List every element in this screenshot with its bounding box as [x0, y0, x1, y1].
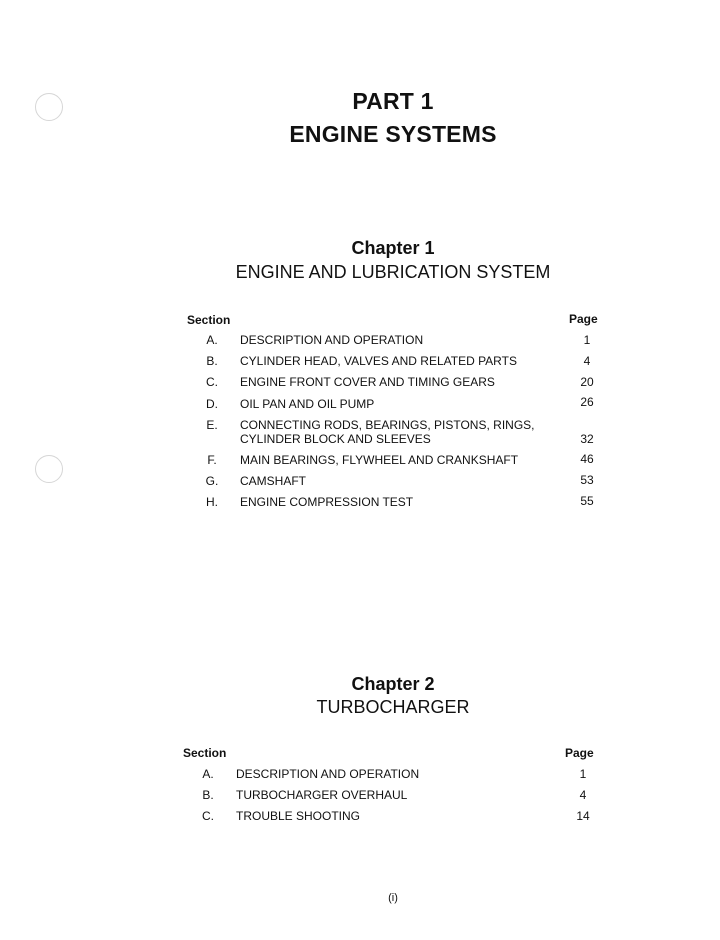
toc-letter: C.: [202, 809, 214, 823]
toc-letter: F.: [207, 453, 217, 467]
toc-description: ENGINE FRONT COVER AND TIMING GEARS: [240, 375, 495, 389]
toc-page: 46: [580, 452, 594, 466]
punch-hole-middle: [35, 455, 63, 483]
toc-description: CYLINDER HEAD, VALVES AND RELATED PARTS: [240, 354, 517, 368]
toc-description: CONNECTING RODS, BEARINGS, PISTONS, RINGS,: [240, 418, 535, 432]
toc-page: 1: [583, 333, 591, 347]
chapter1-page-header: Page: [569, 312, 598, 326]
toc-page: 4: [579, 788, 587, 802]
part-title: ENGINE SYSTEMS: [289, 121, 497, 147]
toc-letter: G.: [205, 474, 219, 488]
toc-page: 20: [580, 375, 594, 389]
toc-description-continued: CYLINDER BLOCK AND SLEEVES: [240, 432, 431, 446]
toc-description: DESCRIPTION AND OPERATION: [240, 333, 424, 347]
chapter2-page-header: Page: [565, 746, 594, 760]
chapter1-section-header: Section: [187, 313, 231, 327]
toc-page: 26: [580, 395, 594, 409]
toc-description: DESCRIPTION AND OPERATION: [236, 767, 420, 781]
toc-letter: H.: [206, 495, 218, 509]
chapter1-title: ENGINE AND LUBRICATION SYSTEM: [235, 262, 551, 282]
toc-page: 1: [579, 767, 587, 781]
toc-description: TROUBLE SHOOTING: [236, 809, 361, 823]
toc-letter: B.: [206, 354, 218, 368]
toc-page: 55: [580, 494, 594, 508]
part-number: PART 1: [352, 88, 434, 114]
chapter1-number: Chapter 1: [351, 238, 435, 258]
toc-letter: E.: [206, 418, 218, 432]
chapter2-number: Chapter 2: [351, 674, 435, 694]
toc-page: 4: [583, 354, 591, 368]
toc-description: TURBOCHARGER OVERHAUL: [236, 788, 408, 802]
toc-letter: B.: [202, 788, 214, 802]
toc-description: CAMSHAFT: [240, 474, 306, 488]
toc-letter: A.: [206, 333, 218, 347]
page-number: (i): [388, 892, 398, 904]
toc-letter: A.: [202, 767, 214, 781]
toc-description: OIL PAN AND OIL PUMP: [240, 397, 375, 411]
toc-letter: C.: [206, 375, 218, 389]
toc-description: ENGINE COMPRESSION TEST: [240, 495, 414, 509]
toc-page: 53: [580, 473, 594, 487]
chapter2-title: TURBOCHARGER: [316, 697, 470, 717]
toc-letter: D.: [206, 397, 218, 411]
chapter2-section-header: Section: [183, 746, 227, 760]
toc-page: 32: [580, 432, 594, 446]
toc-description: MAIN BEARINGS, FLYWHEEL AND CRANKSHAFT: [240, 453, 519, 467]
toc-page: 14: [576, 809, 590, 823]
